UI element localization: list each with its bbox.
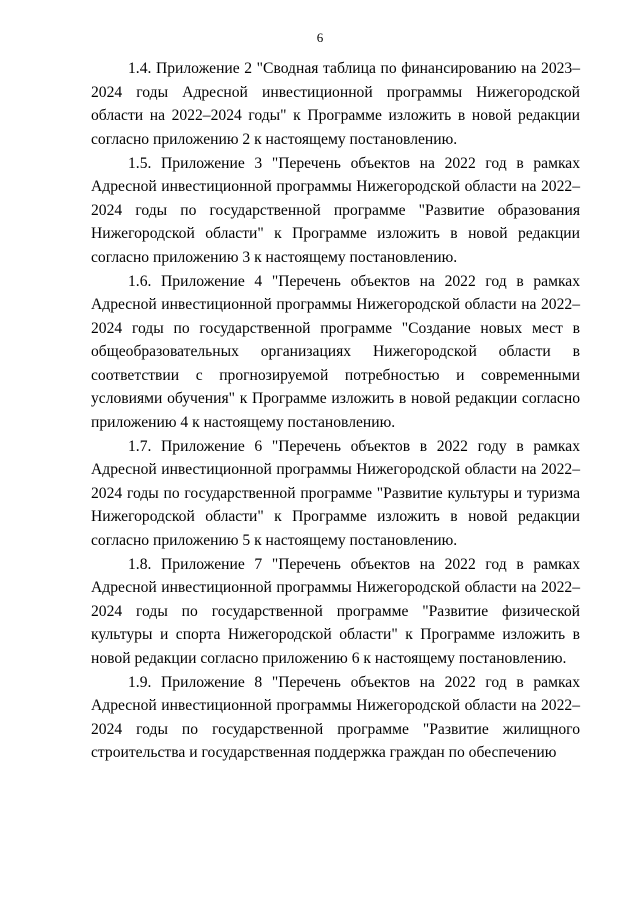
document-body	[91, 57, 580, 765]
paragraph-1-9	[91, 671, 580, 765]
paragraph-text: Приложение 4 "Перечень объектов на 2022 год в рамках Адресной инвестиционной программы Нижегородской области на 2022–2024 годы по государственной программе "Создание новых мест в общеобразовательных организациях Нижегородской области в соответствии с прогнозируемой потребностью и современными условиями обучения" к Программе изложить в новой редакции согласно приложению 4 к настоящему постановлению.	[91, 272, 580, 431]
paragraph-text: Приложение 8 "Перечень объектов на 2022 год в рамках Адресной инвестиционной программы Нижегородской области на 2022–2024 годы по государственной программе "Развитие жилищного строительства и государственная поддержка граждан по обеспечению	[91, 673, 580, 761]
paragraph-number: 1.6.	[128, 272, 152, 290]
paragraph-text: Приложение 6 "Перечень объектов в 2022 году в рамках Адресной инвестиционной программы Нижегородской области на 2022–2024 годы по государственной программе "Развитие культуры и туризма Нижегородской области" к Программе изложить в новой редакции согласно приложению 5 к настоящему постановлению.	[91, 437, 580, 549]
paragraph-1-6	[91, 270, 580, 435]
paragraph-1-4	[91, 57, 580, 151]
page-number: 6	[316, 30, 324, 45]
paragraph-text: Приложение 7 "Перечень объектов на 2022 год в рамках Адресной инвестиционной программы Нижегородской области на 2022–2024 годы по государственной программе "Развитие физической культуры и спорта Нижегородской области" к Программе изложить в новой редакции согласно приложению 6 к настоящему постановлению.	[91, 555, 580, 667]
paragraph-text: Приложение 3 "Перечень объектов на 2022 год в рамках Адресной инвестиционной программы Нижегородской области на 2022–2024 годы по государственной программе "Развитие образования Нижегородской области" к Программе изложить в новой редакции согласно приложению 3 к настоящему постановлению.	[91, 154, 580, 266]
paragraph-1-7	[91, 435, 580, 553]
paragraph-number: 1.4.	[128, 60, 152, 77]
paragraph-number: 1.9.	[128, 673, 152, 691]
paragraph-1-5	[91, 152, 580, 270]
paragraph-number: 1.8.	[128, 555, 152, 573]
paragraph-number: 1.7.	[128, 437, 152, 455]
paragraph-number: 1.5.	[128, 154, 152, 172]
paragraph-1-8	[91, 553, 580, 671]
paragraph-text: Приложение 2 "Сводная таблица по финансированию на 2023– 2024 годы Адресной инвестиционной программы Нижегородской области на 2022–2024 годы" к Программе изложить в новой редакции согласно приложению 2 к настоящему постановлению.	[91, 60, 581, 148]
